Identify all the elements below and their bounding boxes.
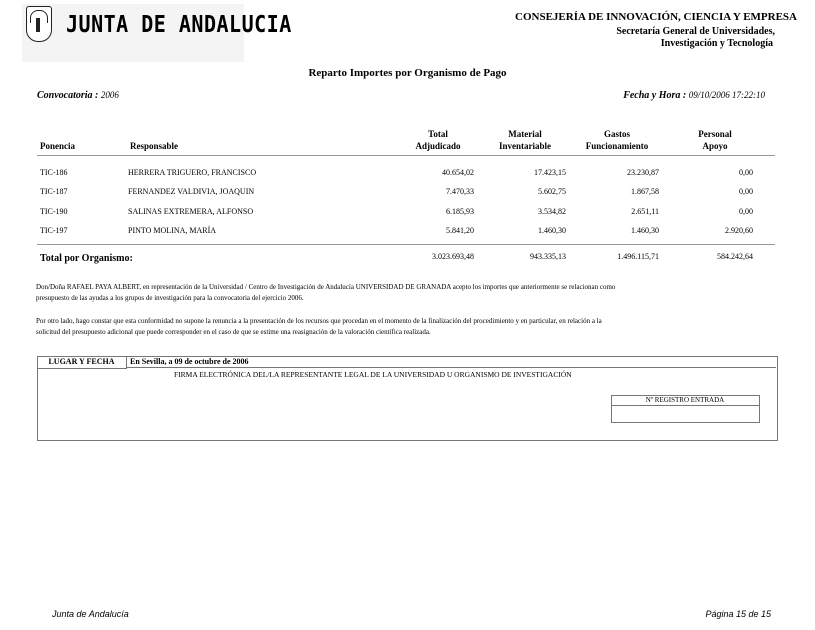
col-personal-line1: Personal (698, 129, 732, 139)
totals-gastos: 1.496.115,71 (617, 252, 659, 261)
row-personal: 0,00 (739, 168, 753, 177)
logo-text: JUNTA DE ANDALUCIA (66, 10, 292, 38)
lugar-fecha-label: LUGAR Y FECHA (37, 356, 127, 369)
coat-of-arms-figure (36, 18, 40, 32)
totals-divider (37, 244, 775, 245)
fecha-hora-value: 09/10/2006 17:22:10 (688, 90, 765, 100)
fecha-hora-label: Fecha y Hora : (623, 90, 687, 101)
col-material-line1: Material (508, 129, 542, 139)
signature-caption: FIRMA ELECTRÓNICA DEL/LA REPRESENTANTE LEGAL DE LA UNIVERSIDAD U ORGANISMO DE INVESTIGACIÓN (174, 370, 572, 379)
header-secretaria: Secretaría General de Universidades, (616, 26, 775, 37)
totals-material: 943.335,13 (530, 252, 566, 261)
paragraph-conformity (36, 316, 776, 338)
row-material: 5.602,75 (538, 187, 566, 196)
row-gastos: 1.867,58 (631, 187, 659, 196)
convocatoria-label: Convocatoria : (37, 90, 99, 101)
col-personal (680, 128, 750, 152)
col-total-line1: Total (428, 129, 448, 139)
convocatoria-value: 2006 (100, 90, 119, 100)
paragraph-acceptance (36, 282, 776, 304)
row-gastos: 1.460,30 (631, 226, 659, 235)
col-total (400, 128, 476, 152)
col-gastos (572, 128, 662, 152)
lugar-fecha-value: En Sevilla, a 09 de octubre de 2006 (127, 356, 776, 368)
col-personal-line2: Apoyo (702, 141, 728, 151)
row-total: 7.470,33 (446, 187, 474, 196)
registro-label: Nº REGISTRO ENTRADA (611, 395, 759, 406)
col-material (490, 128, 560, 152)
paragraph-conformity-line1: Por otro lado, hago constar que esta conformidad no supone la renuncia a la presentación de los recursos que procedan en el momento de la finalización del procedimiento y en particular, en relación a la (36, 317, 602, 325)
header-ministry: CONSEJERÍA DE INNOVACIÓN, CIENCIA Y EMPRESA (515, 11, 797, 23)
document-title: Reparto Importes por Organismo de Pago (308, 67, 507, 79)
header-divider (37, 155, 775, 156)
totals-total: 3.023.693,48 (432, 252, 474, 261)
row-personal: 2.920,60 (725, 226, 753, 235)
row-material: 1.460,30 (538, 226, 566, 235)
row-personal: 0,00 (739, 187, 753, 196)
row-personal: 0,00 (739, 207, 753, 216)
totals-label: Total por Organismo: (40, 253, 133, 264)
row-gastos: 2.651,11 (631, 207, 659, 216)
row-responsable: PINTO MOLINA, MARÍA (128, 226, 217, 235)
totals-personal: 584.242,64 (717, 252, 753, 261)
row-material: 17.423,15 (534, 168, 566, 177)
col-gastos-line1: Gastos (603, 129, 630, 139)
col-ponencia: Ponencia (40, 141, 75, 151)
row-total: 40.654,02 (442, 168, 474, 177)
paragraph-acceptance-line1: Don/Doña RAFAEL PAYA ALBERT, en representación de la Universidad / Centro de Investigación de Andalucía UNIVERSIDAD DE GRANADA acepto los importes que anteriormente se relacionan como (36, 283, 616, 291)
convocatoria (37, 90, 119, 101)
col-material-line2: Inventariable (498, 141, 551, 151)
footer-left: Junta de Andalucía (52, 609, 129, 619)
paragraph-acceptance-line2: presupuesto de las ayudas a los grupos de investigación para la convocatoria del ejercicio 2006. (36, 294, 304, 302)
row-material: 3.534,82 (538, 207, 566, 216)
col-gastos-line2: Funcionamiento (585, 141, 649, 151)
row-gastos: 23.230,87 (627, 168, 659, 177)
row-ponencia: TIC-186 (40, 168, 68, 177)
row-responsable: HERRERA TRIGUERO, FRANCISCO (128, 168, 257, 177)
col-responsable: Responsable (130, 141, 179, 151)
row-ponencia: TIC-190 (40, 207, 68, 216)
row-total: 5.841,20 (446, 226, 474, 235)
paragraph-conformity-line2: solicitud del presupuesto adicional que puede corresponder en el caso de que se estime una reasignación de la valoración científica realizada. (36, 328, 431, 336)
row-ponencia: TIC-187 (40, 187, 68, 196)
header-investigacion: Investigación y Tecnología (660, 38, 773, 49)
page-number: Página 15 de 15 (705, 609, 771, 619)
row-total: 6.185,93 (446, 207, 474, 216)
fecha-hora (623, 90, 765, 101)
col-total-line2: Adjudicado (415, 141, 461, 151)
row-responsable: SALINAS EXTREMERA, ALFONSO (128, 207, 254, 216)
row-responsable: FERNANDEZ VALDIVIA, JOAQUIN (128, 187, 255, 196)
row-ponencia: TIC-197 (40, 226, 68, 235)
